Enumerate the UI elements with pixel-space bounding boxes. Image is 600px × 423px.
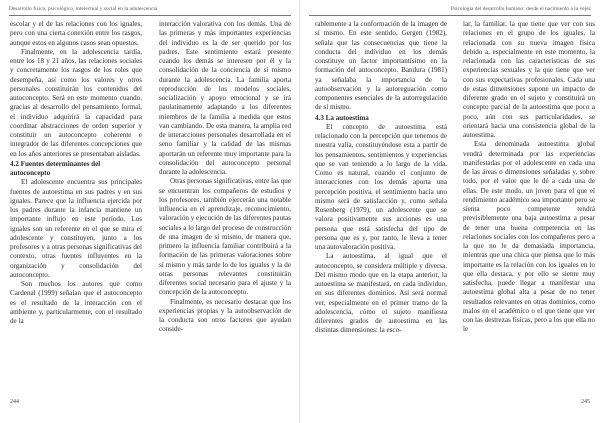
paragraph: interacción valorativa con los demás. Una de las primeras y más importantes experiencias del individuo es la de ser querido por los padres. Este sentimiento estará presente cuando los demás se interesen por él y la consolidación de la conciencia de sí mismo durante la adolescencia. La familia aporta reproducción de los modelos sociales, socialización y apoyo emocional y se irá paulatinamente adaptando a los diferentes miembros de la familia a medida que estos van cambiando. De esta manera, la amplia red de interacciones personales desarrollada en el seno familiar y la calidad de las mismas aportarán un referente muy importante para la consolidación del autoconcepto personal durante la adolescencia.: [159, 20, 291, 176]
text-column: [463, 20, 595, 335]
section-heading: 4.3 La autoestima: [315, 113, 369, 122]
paragraph: El adolescente encuentra sus principales fuentes de autoestima en sus padres y en sus iguales. Parece que la influencia ejercida por los padres durante la infancia mantiene un importante influjo en este período. Los iguales son un referente en el que se mira el adolescente y constituyen, junto a los profesores y a otras personas significativas del contexto, otras fuentes influyentes en la organización y consolidación del autoconcepto.: [10, 178, 142, 279]
section-heading: 4.2 Fuentes determinantes del autoconcepto: [10, 159, 101, 177]
paragraph: La autoestima, al igual que el autoconcepto, se considera múltiple y diversa. Del mismo modo que en la etapa anterior, la autoestima se manifestará, en cada individuo, en sus diferentes dominios. Así será normal ver, especialmente en el primer tramo de la adolescencia, cómo el sujeto manifiesta diferentes grados de autoestima en las distintas dimensiones: la esco-: [315, 252, 447, 335]
paragraph: Finalmente, en la adolescencia tardía, entre los 18 y 21 años, las relaciones sociales y concretamente los rasgos de los roles que desempeña, así como los valores y otros personales constituirán los contenidos del autoconcepto. Será en este momento cuando, gracias al desarrollo del pensamiento formal, el individuo adquirirá la capacidad para coordinar abstracciones de orden superior y constituir un autoconcepto coherente e integrador de las diferentes concepciones que en los años anteriores se presentaban aisladas.: [10, 47, 142, 158]
running-head: Desarrollo físico, psicológico, intelectual y social en la adolescencia: [9, 6, 158, 12]
header-rule: [9, 15, 291, 16]
text-column: [315, 20, 447, 336]
paragraph: El concepto de autoestima está relacionado con la percepción que tenemos de nuestra valía, constituyéndose esta a partir de los pensamientos, sentimientos y experiencias que se van teniendo a lo largo de la vida. Como es natural, cuando el conjunto de interacciones con los demás aporta una percepción positiva, el sentimiento hacia uno mismo será de satisfacción y, como señala Rosenberg (1979), un adolescente que se valora positivamente sus acciones es una persona que está satisfecha del tipo de persona que es y, por tanto, le lleva a tener una autovaloración positiva.: [315, 122, 447, 251]
paragraph: Son muchos los autores que como Cardenal (1999) señalan que el autoconcepto es el resultado de la interacción con el ambiente y, particularmente, con el resultado de la: [10, 280, 142, 325]
header-rule: [309, 15, 591, 16]
page-number: 244: [10, 399, 19, 405]
paragraph: Finalmente, es necesario destacar que los experiencias propias y la autoobservación de la conducta son otros factores que ayudan conside-: [159, 297, 291, 334]
text-column: [159, 20, 291, 335]
right-page: [300, 0, 600, 423]
page-number: 245: [581, 399, 590, 405]
text-column: [10, 20, 142, 326]
paragraph: Esta denominada autoestima global vendrá determinada por las experiencias manifestadas por el adolescente en cada una de las áreas o dimensiones señaladas y, sobre todo, por el valor que le dé a cada una de ellas. De este modo, un joven para el que el rendimiento académico sea importante pero se sienta poco competente tendrá previsiblemente una baja autoestima a pesar de tener una buena competencia en las relaciones sociales con los compañeros pero a la que no le da demasiada importancia, mientras que una chica que piensa que lo más importante es la relación con los iguales en lo que ella destaca, y por ello se siente muy satisfecha, puede llegar a manifestar una autoestima global alta a pesar de no tener resultados relevantes en otras dominios, como malos en el académico o el que tiene que ver con las destrezas físicas, pero a los que ella no le: [463, 140, 595, 334]
running-head: Psicología del desarrollo humano: desde el nacimiento a la vejez: [450, 6, 591, 12]
paragraph: Otras personas significativas, entre las que se encuentran los compañeros de estudios y los profesores, también ejercerán una notable influencia en el aprendizaje, reconocimiento, valoración y ejecución de las diferentes pautas sociales a lo largo del proceso de construcción de una imagen de sí mismo, de manera que, primero la influencia familiar contribuirá a la formación de las primeras valoraciones sobre sí mismo y más tarde lo de los iguales y la de otras personas relevantes constituirán diferentes social necesario para el ajuste y la concepción de la autoconcepto.: [159, 177, 291, 297]
paragraph: lar, la familiar, la que tiene que ver con sus relaciones en el grupo de los iguales, la relacionada con su nueva imagen física debido a, especialmente en este momento, la relacionada con las características de sus experiencias sexuales y la que tiene que ver con sus expectativas profesionales. Cada una de estas dimensiones supone un impacto de diferente grado en el sujeto y constituirá un concepto parcial de la autoestima que poco a poco, aún con sus particularidades, se orientará hacia una consistencia global de la autoestima.: [463, 20, 595, 139]
paragraph: rablemente a la conformación de la imagen de sí mismo. En este sentido, Gergen (1982), señala que las consecuencias que tiene la conducta del individuo en los demás constituye un factor importantísimo en la formación del autoconcepto. Bandura (1981) ya señalaba la importancia de la autoobservación y la autoreguación como componentes esenciales de la autorregulación de sí mismo.: [315, 20, 447, 112]
paragraph: escolar y el de las relaciones con los iguales, pero con una cierta conexión entre los rasgos, aunque estos en algunos casos sean opuestos.: [10, 20, 142, 47]
